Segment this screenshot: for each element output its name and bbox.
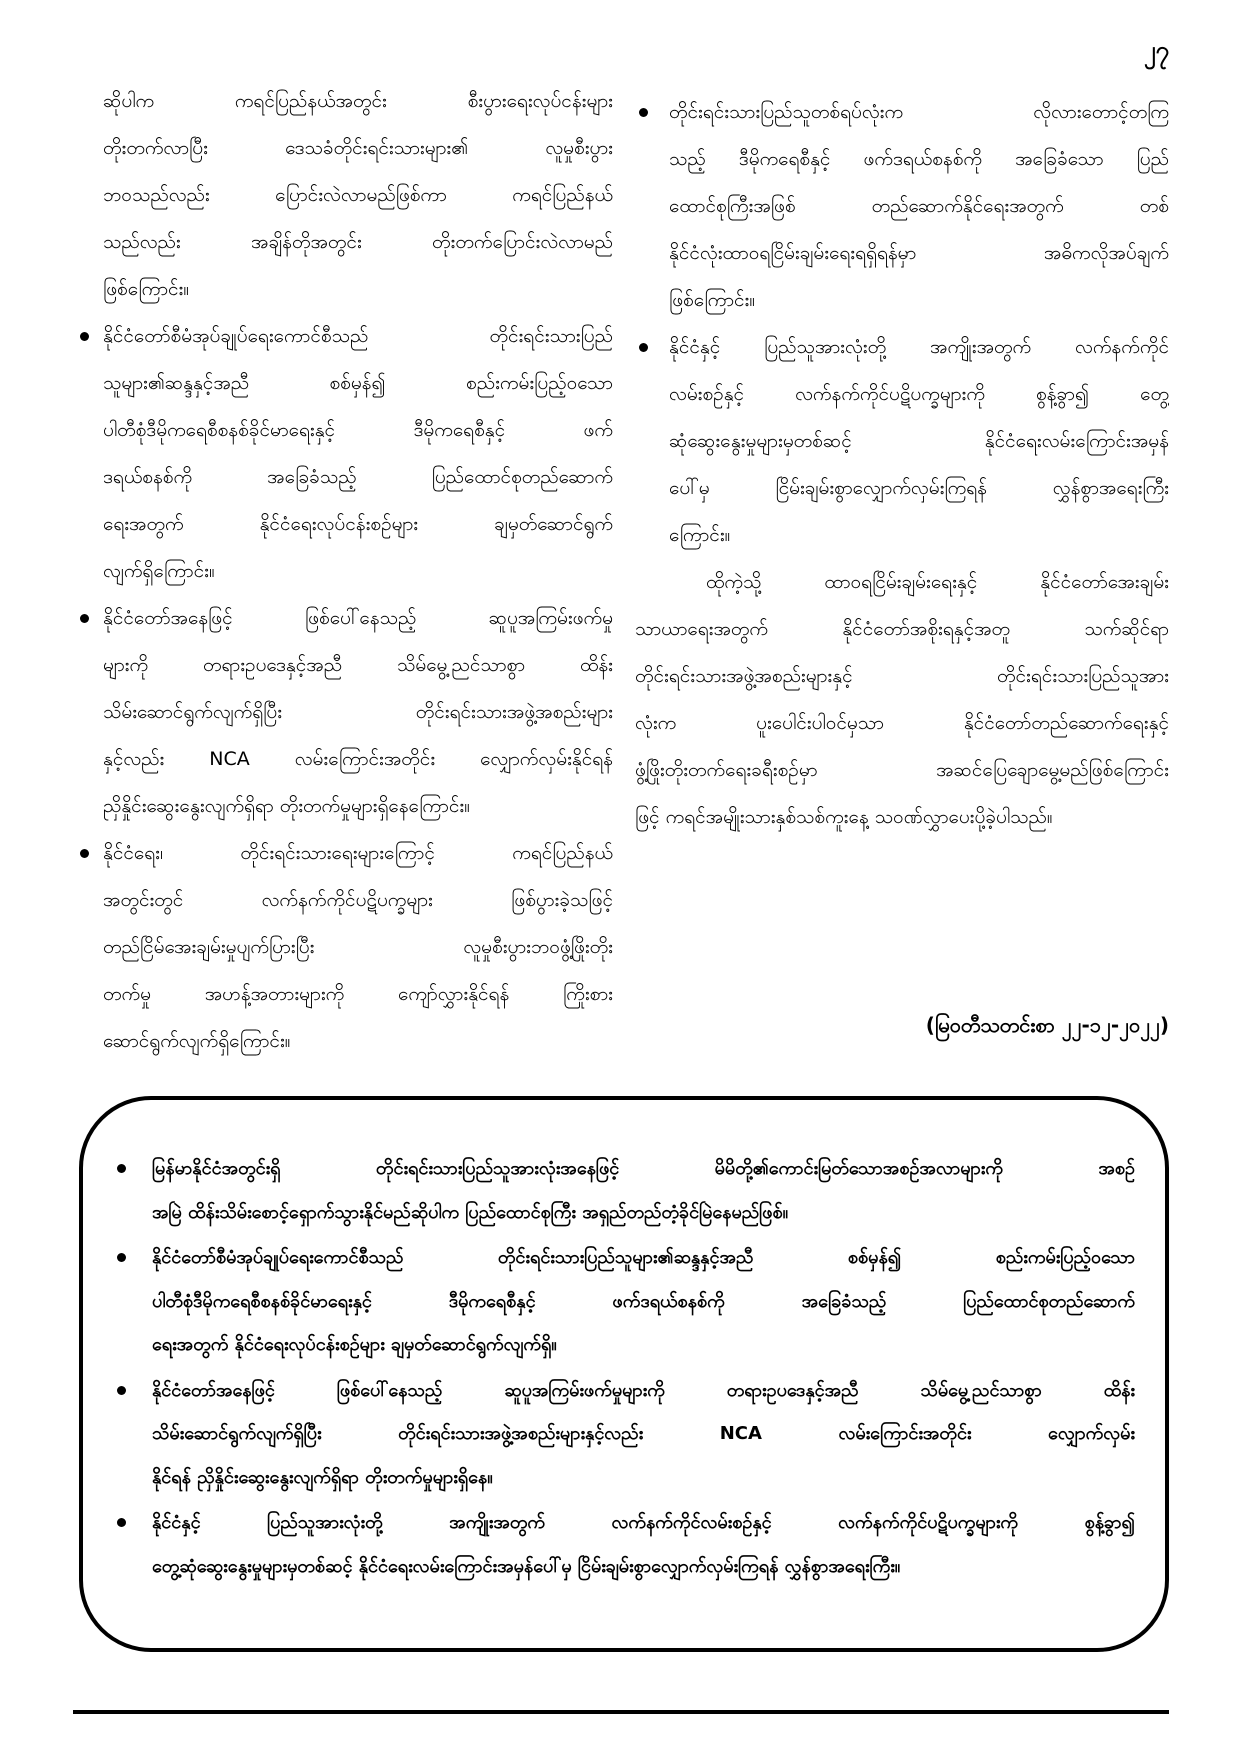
bullet-dot-icon — [117, 1386, 126, 1395]
paragraph-line: ဖွံ့ဖြိုးတိုးတက်ရေးခရီးစဉ်မှာ အဆင်ပြေချောမွေ့မည်ဖြစ်ကြောင်း — [635, 759, 1169, 781]
paragraph-line: တိုင်းရင်းသားအဖွဲ့အစည်းများနှင့် တိုင်းရင်းသားပြည်သူအား — [635, 665, 1169, 687]
bullet-dot-icon — [117, 1518, 126, 1527]
bullet-line: နှင့်လည်း NCA လမ်းကြောင်းအတိုင်း လျှောက်လှမ်းနိုင်ရန် — [103, 748, 613, 770]
bullet-dot-icon — [80, 614, 89, 623]
bullet-dot-icon — [639, 343, 648, 352]
paragraph-line: သာယာရေးအတွက် နိုင်ငံတော်အစိုးရနှင့်အတူ သက်ဆိုင်ရာ — [635, 618, 1169, 640]
bottom-divider — [73, 1710, 1169, 1714]
summary-lines — [152, 1236, 1135, 1367]
bullet-dot-icon — [639, 108, 648, 117]
bullet-dot-icon — [117, 1253, 126, 1262]
bullet-line: တည်ငြိမ်အေးချမ်းမှုပျက်ပြားပြီး လူမှုစီးပွားဘဝဖွံ့ဖြိုးတိုး — [103, 936, 613, 958]
summary-line: သိမ်းဆောင်ရွက်လျက်ရှိပြီး တိုင်းရင်းသားအဖွဲ့အစည်းများနှင့်လည်း NCA လမ်းကြောင်းအတိုင်း လျှောက်လှမ်း — [152, 1423, 1135, 1444]
bullet-line: ဆုံဆွေးနွေးမှုများမှတစ်ဆင့် နိုင်ငံရေးလမ်းကြောင်းအမှန် — [669, 430, 1169, 452]
summary-bullet-item — [117, 1236, 1135, 1367]
bullet-lines — [103, 313, 613, 595]
bullet-item — [635, 89, 1169, 324]
paragraph-line: ဘဝသည်လည်း ပြောင်းလဲလာမည်ဖြစ်ကာ ကရင်ပြည်နယ် — [103, 184, 613, 206]
source-citation: (မြဝတီသတင်းစာ ၂၂-၁၂-၂၀၂၂) — [925, 1013, 1169, 1037]
bullet-item — [74, 595, 613, 830]
bullet-line: အတွင်းတွင် လက်နက်ကိုင်ပဋိပက္ခများ ဖြစ်ပွားခဲ့သဖြင့် — [103, 889, 613, 911]
summary-line: ပါတီစုံဒီမိုကရေစီစနစ်ခိုင်မာရေးနှင့် ဒီမိုကရေစီနှင့် ဖက်ဒရယ်စနစ်ကို အခြေခံသည့် ပြည်ထောင်စုတည်ဆောက် — [152, 1290, 1135, 1312]
bullet-line: သည့် ဒီမိုကရေစီနှင့် ဖက်ဒရယ်စနစ်ကို အခြေခံသော ပြည် — [669, 148, 1169, 170]
bullet-line: နိုင်ငံနှင့် ပြည်သူအားလုံးတို့ အကျိုးအတွက် လက်နက်ကိုင် — [669, 336, 1169, 358]
paragraph-lines — [635, 559, 1169, 841]
bullet-line: များကို တရားဥပဒေနှင့်အညီ သိမ်မွေ့ညင်သာစွာ ထိန်း — [103, 654, 613, 676]
bullet-line: ဆောင်ရွက်လျက်ရှိကြောင်း။ — [103, 1030, 291, 1052]
right-column — [635, 89, 1169, 841]
bullet-dot-icon — [117, 1164, 126, 1173]
summary-lines — [152, 1369, 1135, 1500]
intro-paragraph — [74, 78, 613, 313]
summary-line: အမြဲ ထိန်းသိမ်းစောင့်ရှောက်သွားနိုင်မည်ဆိုပါက ပြည်ထောင်စုကြီး အရှည်တည်တံ့ခိုင်မြဲနေမည်ဖြစ်။ — [152, 1201, 789, 1223]
summary-box — [79, 1096, 1169, 1652]
paragraph-line: လုံးက ပူးပေါင်းပါဝင်မှသာ နိုင်ငံတော်တည်ဆောက်ရေးနှင့် — [635, 712, 1169, 734]
bullet-line: တက်မှု အဟန့်အတားများကို ကျော်လွှားနိုင်ရန် ကြိုးစား — [103, 983, 613, 1005]
bullet-line: နိုင်ငံရေး၊ တိုင်းရင်းသားရေးများကြောင့် ကရင်ပြည်နယ် — [103, 842, 613, 864]
bullet-lines — [103, 830, 613, 1065]
summary-bullet-item — [117, 1369, 1135, 1500]
summary-lines — [152, 1501, 1135, 1588]
paragraph-line: ထိုကဲ့သို့ ထာဝရငြိမ်းချမ်းရေးနှင့် နိုင်ငံတော်အေးချမ်း — [706, 571, 1169, 593]
bullet-line: ပါတီစုံဒီမိုကရေစီစနစ်ခိုင်မာရေးနှင့် ဒီမိုကရေစီနှင့် ဖက် — [103, 419, 613, 441]
paragraph-line: သည်လည်း အချိန်တိုအတွင်း တိုးတက်ပြောင်းလဲလာမည် — [103, 231, 613, 253]
summary-bullet-item — [117, 1501, 1135, 1588]
bullet-line: လျက်ရှိကြောင်း။ — [103, 560, 215, 582]
paragraph-line: တိုးတက်လာပြီး ဒေသခံတိုင်းရင်းသားများ၏ လူမှုစီးပွား — [103, 137, 613, 159]
bullet-line: ရေးအတွက် နိုင်ငံရေးလုပ်ငန်းစဉ်များ ချမှတ်ဆောင်ရွက် — [103, 513, 613, 535]
bullet-line: ညှိနှိုင်းဆွေးနွေးလျက်ရှိရာ တိုးတက်မှုများရှိနေကြောင်း။ — [103, 795, 470, 817]
paragraph-lines — [103, 78, 613, 313]
bullet-item — [635, 324, 1169, 559]
bullet-line: ပေါ်မှ ငြိမ်းချမ်းစွာလျှောက်လှမ်းကြရန် လွှန်စွာအရေးကြီး — [669, 477, 1169, 499]
summary-line: နိုင်ရန် ညှိနှိုင်းဆွေးနွေးလျက်ရှိရာ တိုးတက်မှုများရှိနေ။ — [152, 1466, 493, 1488]
bullet-line: ဖြစ်ကြောင်း။ — [669, 289, 756, 311]
summary-line: နိုင်ငံတော်အနေဖြင့် ဖြစ်ပေါ်နေသည့် ဆူပူအကြမ်းဖက်မှုများကို တရားဥပဒေနှင့်အညီ သိမ်မွေ့ညင်သာစွာ ထိန်း — [152, 1379, 1135, 1401]
bullet-line: သူများ၏ဆန္ဒနှင့်အညီ စစ်မှန်၍ စည်းကမ်းပြည့်ဝသော — [103, 372, 613, 394]
bullet-line: ဒရယ်စနစ်ကို အခြေခံသည့် ပြည်ထောင်စုတည်ဆောက် — [103, 466, 613, 488]
bullet-item — [74, 313, 613, 595]
page-number: ၂၇ — [1143, 36, 1169, 64]
bullet-lines — [669, 324, 1169, 559]
bullet-line: နိုင်ငံတော်စီမံအုပ်ချုပ်ရေးကောင်စီသည် တိုင်းရင်းသားပြည် — [103, 325, 613, 347]
summary-line: တွေ့ဆုံဆွေးနွေးမှုများမှတစ်ဆင့် နိုင်ငံရေးလမ်းကြောင်းအမှန်ပေါ်မှ ငြိမ်းချမ်းစွာလျှောက်လှမ်းကြရန် လွှန်စွာအရေးကြီး။ — [152, 1555, 901, 1577]
bullet-dot-icon — [80, 849, 89, 858]
bullet-dot-icon — [80, 332, 89, 341]
summary-line: နိုင်ငံတော်စီမံအုပ်ချုပ်ရေးကောင်စီသည် တိုင်းရင်းသားပြည်သူများ၏ဆန္ဒနှင့်အညီ စစ်မှန်၍ စည်းကမ်းပြည့်ဝသော — [152, 1247, 1135, 1268]
bullet-line: တိုင်းရင်းသားပြည်သူတစ်ရပ်လုံးက လိုလားတောင့်တကြ — [669, 101, 1169, 123]
summary-line: ရေးအတွက် နိုင်ငံရေးလုပ်ငန်းစဉ်များ ချမှတ်ဆောင်ရွက်လျက်ရှိ။ — [152, 1334, 557, 1355]
summary-lines — [152, 1147, 1135, 1234]
bullet-lines — [103, 595, 613, 830]
summary-bullet-item — [117, 1147, 1135, 1234]
bullet-line: သိမ်းဆောင်ရွက်လျက်ရှိပြီး တိုင်းရင်းသားအဖွဲ့အစည်းများ — [103, 701, 613, 723]
bullet-line: နိုင်ငံတော်အနေဖြင့် ဖြစ်ပေါ်နေသည့် ဆူပူအကြမ်းဖက်မှု — [103, 607, 613, 629]
bullet-line: နိုင်ငံလုံးထာဝရငြိမ်းချမ်းရေးရရှိရန်မှာ အဓိကလိုအပ်ချက် — [669, 242, 1169, 264]
bullet-line: ထောင်စုကြီးအဖြစ် တည်ဆောက်နိုင်ရေးအတွက် တစ် — [669, 195, 1169, 217]
paragraph-line: ဆိုပါက ကရင်ပြည်နယ်အတွင်း စီးပွားရေးလုပ်ငန်းများ — [103, 90, 613, 112]
left-column — [74, 78, 613, 1065]
paragraph-line: ဖြစ်ကြောင်း။ — [103, 278, 190, 300]
summary-line: မြန်မာနိုင်ငံအတွင်းရှိ တိုင်းရင်းသားပြည်သူအားလုံးအနေဖြင့် မိမိတို့၏ကောင်းမြတ်သောအစဉ်အလာများကို အစဉ် — [152, 1158, 1135, 1179]
bullet-lines — [669, 89, 1169, 324]
bullet-item — [74, 830, 613, 1065]
summary-line: နိုင်ငံနှင့် ပြည်သူအားလုံးတို့ အကျိုးအတွက် လက်နက်ကိုင်လမ်းစဉ်နှင့် လက်နက်ကိုင်ပဋိပက္ခများကို စွန့်ခွာ၍ — [152, 1512, 1135, 1533]
bullet-line: လမ်းစဉ်နှင့် လက်နက်ကိုင်ပဋိပက္ခများကို စွန့်ခွာ၍ တွေ့ — [669, 383, 1169, 405]
paragraph-line: ဖြင့် ကရင်အမျိုးသားနှစ်သစ်ကူးနေ့ သဝဏ်လွှာပေးပို့ခဲ့ပါသည်။ — [635, 806, 1053, 828]
bullet-line: ကြောင်း။ — [669, 524, 731, 546]
closing-paragraph — [635, 559, 1169, 841]
